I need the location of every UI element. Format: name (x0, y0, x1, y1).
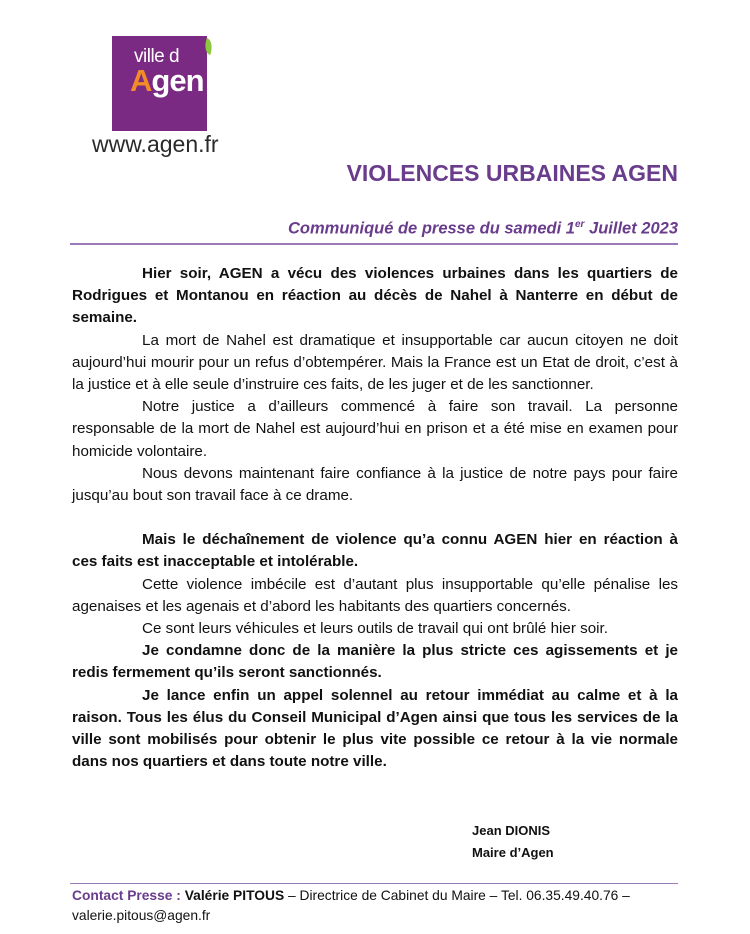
website-url: www.agen.fr (92, 131, 219, 157)
contact-details: – Directrice de Cabinet du Maire – Tel. 06.35.49.40.76 – (284, 888, 630, 903)
paragraph: Nous devons maintenant faire confiance à la justice de notre pays pour faire jusqu’au bout son travail face à ce drame. (72, 464, 678, 505)
paragraph-gap (72, 507, 678, 529)
logo-agen-text: Agen (130, 63, 204, 98)
paragraph: Cette violence imbécile est d’autant plus insupportable qu’elle pénalise les agenaises et les agenais et d’abord les habitants des quartiers concernés. (72, 575, 678, 615)
page-title: VIOLENCES URBAINES AGEN (346, 160, 678, 186)
paragraph: La mort de Nahel est dramatique et insupportable car aucun citoyen ne doit aujourd’hui mourir pour un refus d’obtempérer. Mais la France est un Etat de droit, c’est à la justice et à elle seule d’instruire ces faits, de les juger et de les sanctionner. (72, 331, 678, 394)
press-release-body (72, 263, 678, 773)
leaf-icon (202, 38, 216, 55)
ville-agen-logo (112, 36, 207, 131)
paragraph: Ce sont leurs véhicules et leurs outils de travail qui ont brûlé hier soir. (142, 620, 608, 638)
page-subtitle: Communiqué de presse du samedi 1er Juillet 2023 (287, 219, 678, 238)
contact-email[interactable]: valerie.pitous@agen.fr (72, 908, 211, 923)
press-contact: Contact Presse : Valérie PITOUS – Directrice de Cabinet du Maire – Tel. 06.35.49.40.76 – valerie.pitous@agen.fr (72, 888, 630, 923)
paragraph: Hier soir, AGEN a vécu des violences urbaines dans les quartiers de Rodrigues et Montanou en réaction au décès de Nahel à Nanterre en début de semaine. (72, 265, 678, 327)
paragraph: Mais le déchaînement de violence qu’a connu AGEN hier en réaction à ces faits est inacceptable et intolérable. (72, 531, 678, 571)
signature-name: Jean DIONIS (472, 823, 551, 838)
contact-name: Valérie PITOUS (184, 888, 285, 903)
paragraph: Je lance enfin un appel solennel au retour immédiat au calme et à la raison. Tous les élus du Conseil Municipal d’Agen ainsi que tous les services de la ville sont mobilisés pour obtenir le plus vite possible ce retour à la vie normale dans nos quartiers et dans toute notre ville. (72, 686, 678, 771)
signature-role: Maire d’Agen (472, 845, 554, 860)
contact-label: Contact Presse (72, 888, 173, 903)
paragraph: Je condamne donc de la manière la plus stricte ces agissements et je redis fermement qu’ils seront sanctionnés. (72, 642, 678, 682)
paragraph: Notre justice a d’ailleurs commencé à faire son travail. La personne responsable de la mort de Nahel est aujourd’hui en prison et a été mise en examen pour homicide volontaire. (72, 398, 678, 460)
logo-ville-text: ville d (134, 46, 180, 67)
signature-block (472, 820, 554, 864)
footer-divider (70, 883, 678, 884)
header-divider (70, 243, 678, 245)
